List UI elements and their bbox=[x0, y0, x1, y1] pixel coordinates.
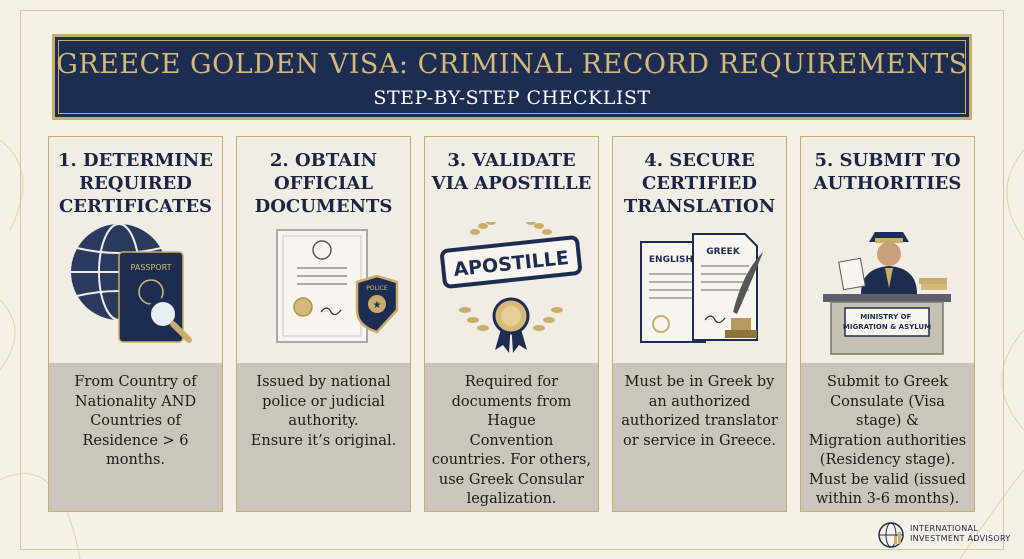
step-description-panel bbox=[613, 363, 786, 511]
step-title: 1. DETERMINE REQUIRED CERTIFICATES bbox=[58, 150, 213, 217]
step-description-panel bbox=[425, 363, 598, 511]
title-banner bbox=[52, 34, 972, 120]
step-title: 5. SUBMIT TO AUTHORITIES bbox=[813, 150, 962, 194]
step-description: Must be in Greek by an authorized authorized translator or service in Greece. bbox=[621, 374, 778, 449]
step-card-2 bbox=[236, 136, 411, 512]
step-title: 4. SECURE CERTIFIED TRANSLATION bbox=[623, 150, 776, 217]
step-card-5 bbox=[800, 136, 975, 512]
step-card-4 bbox=[612, 136, 787, 512]
apostille-stamp-icon bbox=[425, 222, 597, 372]
stamp-label: APOSTILLE bbox=[452, 247, 570, 281]
page-title: GREECE GOLDEN VISA: CRIMINAL RECORD REQUIREMENTS bbox=[56, 49, 968, 80]
step-description-panel bbox=[237, 363, 410, 511]
step-card-3 bbox=[424, 136, 599, 512]
step-card-1 bbox=[48, 136, 223, 512]
step-title: 3. VALIDATE VIA APOSTILLE bbox=[431, 150, 592, 194]
step-description: Required for documents from Hague Convention countries. For others, use Greek Consular legalization. bbox=[431, 374, 592, 507]
badge-label: POLICE bbox=[366, 285, 388, 292]
step-description: Issued by national police or judicial authority. Ensure it’s original. bbox=[250, 374, 397, 449]
svg-text:★: ★ bbox=[372, 300, 382, 311]
step-title: 2. OBTAIN OFFICIAL DOCUMENTS bbox=[254, 150, 393, 217]
certificate-police-badge-icon bbox=[237, 222, 409, 372]
doc-label-greek: GREEK bbox=[706, 247, 740, 257]
footer-brand-name: INTERNATIONAL INVESTMENT ADVISORY bbox=[910, 524, 1011, 543]
passport-label: PASSPORT bbox=[130, 263, 172, 272]
page-subtitle: STEP-BY-STEP CHECKLIST bbox=[373, 87, 651, 109]
step-description: Submit to Greek Consulate (Visa stage) & Migration authorities (Residency stage). Must be valid (issued within 3-6 months). bbox=[808, 374, 967, 507]
footer-brand bbox=[876, 520, 1016, 550]
translated-documents-icon bbox=[613, 222, 785, 372]
step-description: From Country of Nationality AND Countries of Residence > 6 months. bbox=[74, 374, 197, 468]
doc-label-english: ENGLISH bbox=[648, 255, 694, 265]
step-description-panel bbox=[801, 363, 974, 511]
step-description-panel bbox=[49, 363, 222, 511]
desk-sign-label: MINISTRY OF MIGRATION & ASYLUM bbox=[842, 313, 932, 331]
globe-chart-logo-icon bbox=[876, 520, 906, 550]
globe-passport-magnifier-icon bbox=[49, 222, 221, 372]
official-at-desk-icon bbox=[801, 222, 973, 372]
